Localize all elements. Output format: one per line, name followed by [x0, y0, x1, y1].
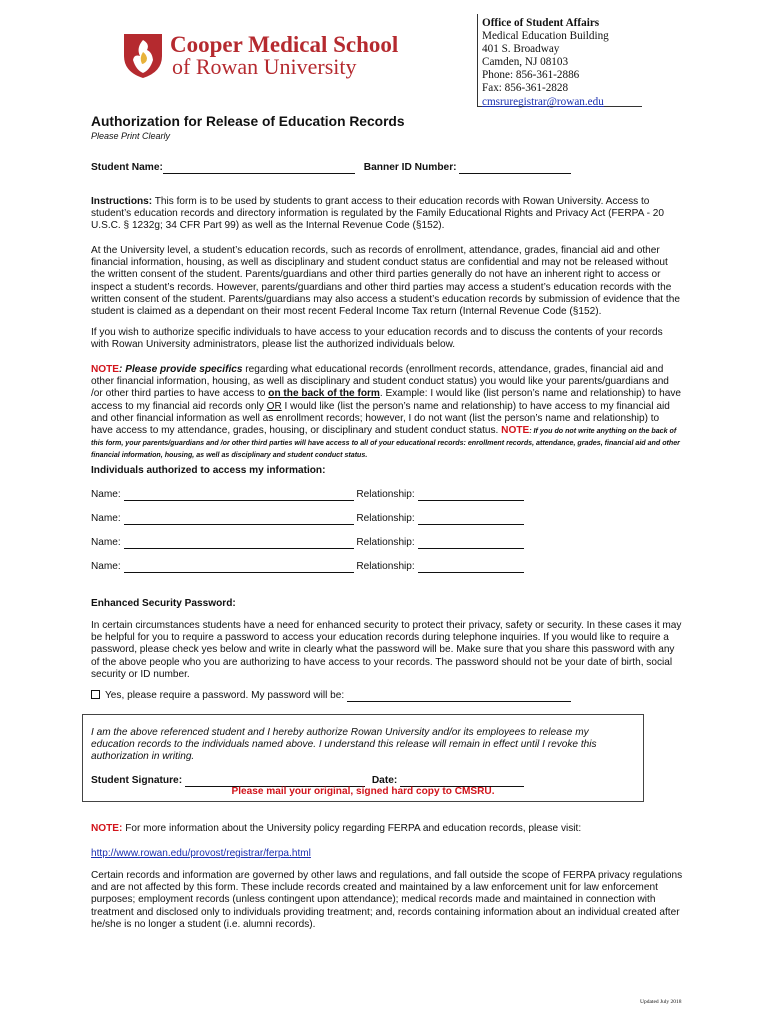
more-info-text: For more information about the University policy regarding FERPA and education records, please visit: — [122, 823, 582, 834]
document-subtitle: Please Print Clearly — [91, 131, 171, 141]
note-paragraph — [91, 364, 683, 462]
individual-row — [91, 561, 524, 573]
name-field[interactable] — [124, 537, 354, 549]
or-emphasis: OR — [266, 400, 282, 412]
password-field[interactable] — [347, 690, 571, 702]
office-line: Camden, NJ 08103 — [482, 56, 569, 69]
note-text: I would like (list the person’s name and relationship) to have access to my financial aid and other financial information as well as enrollment records; however, I do not want (list the person’s name and relationship) to have access to my attendance, grades, housing, or disciplinary and student conduct status. — [91, 400, 670, 437]
individual-row — [91, 489, 524, 501]
banner-id-label: Banner ID Number: — [363, 162, 457, 173]
name-label: Name: — [91, 537, 121, 548]
password-option-label: Yes, please require a password. My password will be: — [105, 690, 345, 701]
authorization-text: I am the above referenced student and I hereby authorize Rowan University and/or its employees to release my education records to the individuals named above. I understand this release will remain in effect until I revoke this authorization in writing. — [91, 727, 597, 763]
mail-notice: Please mail your original, signed hard copy to CMSRU. — [231, 786, 495, 797]
name-label: Name: — [91, 561, 121, 572]
student-name-label: Student Name: — [91, 162, 163, 173]
back-of-form: on the back of the form — [268, 388, 380, 400]
logo-line2: of Rowan University — [172, 54, 357, 79]
security-paragraph: In certain circumstances students have a need for enhanced security to protect their privacy, safety or security. In these cases it may be helpful for you to require a password to access your education records during telephone inquiries. If you would like to require a password, please check yes below and write in clearly what the password will be. Make sure that you share this password with any of the above people who you are authorizing to have access to your records. The password should not be your date of birth, social security or ID number. — [91, 620, 682, 680]
name-label: Name: — [91, 513, 121, 524]
security-heading: Enhanced Security Password: — [91, 598, 236, 609]
name-field[interactable] — [124, 513, 354, 525]
note-small-text: : If you do not write anything on the back of this form, your parents/guardians and /or other third parties will have access to all of your educational records: enrollment records, attendance, grades, financial aid and other financial information, housing, as well as disciplinary and student conduct status. — [91, 427, 680, 460]
ferpa-link-row — [91, 848, 311, 859]
mail-notice-row — [82, 786, 644, 797]
signature-label: Student Signature: — [91, 775, 183, 786]
relationship-label: Relationship: — [356, 513, 415, 524]
office-line: Medical Education Building — [482, 30, 609, 43]
student-name-row — [91, 162, 571, 174]
note-label: NOTE — [91, 364, 120, 375]
instructions-paragraph — [91, 196, 683, 233]
date-label: Date: — [371, 775, 398, 786]
authorize-paragraph: If you wish to authorize specific individuals to have access to your education records and to discuss the contents of your records with Rowan University administrators, please list the authorized individuals below. — [91, 327, 663, 351]
note-label-2: NOTE — [501, 425, 530, 437]
office-fax: Fax: 856-361-2828 — [482, 82, 569, 95]
individual-row — [91, 513, 524, 525]
instructions-label: Instructions: — [91, 196, 153, 207]
note-text: . Example: I would like (list person’s name and relationship) to have access to my financial aid records only — [91, 388, 682, 412]
individual-row — [91, 537, 524, 549]
office-phone: Phone: 856-361-2886 — [482, 69, 580, 82]
updated-date: Updated July 2018 — [640, 999, 682, 1005]
relationship-field[interactable] — [418, 489, 524, 501]
banner-id-field[interactable] — [459, 162, 571, 174]
provide-specifics: : Please provide specifics — [119, 364, 243, 375]
student-name-field[interactable] — [163, 162, 355, 174]
instructions-text: This form is to be used by students to grant access to their education records with Rowan University. Access to student’s education records and directory information is regulated by the Family Educational Rights and Privacy Act (FERPA - 20 U.S.C. § 1232g; 34 CFR Part 99) as well as the Internal Revenue Code (§152). — [91, 196, 665, 232]
name-field[interactable] — [124, 561, 354, 573]
university-paragraph: At the University level, a student’s education records, such as records of enrollment, attendance, grades, financial aid and other financial information, housing, as well as disciplinary and student conduct status are confidential and may not be released without the written consent of the student. Parents/guardians and other third parties generally do not have an inherent right to access or inspect a student’s records. However, parents/guardians and other third parties may access a student’s education records with the written consent of the student. Parents/guardians may also access a student’s education records by submission of evidence that the student is claimed as a dependant on their most recent Federal Income Tax return (Internal Revenue Code (§152). — [91, 245, 680, 318]
note-label-3: NOTE: — [91, 823, 123, 834]
more-info-paragraph — [91, 823, 683, 835]
name-field[interactable] — [124, 489, 354, 501]
office-title: Office of Student Affairs — [482, 17, 600, 29]
relationship-field[interactable] — [418, 537, 524, 549]
name-label: Name: — [91, 489, 121, 500]
relationship-label: Relationship: — [356, 561, 415, 572]
office-email-link[interactable]: cmsruregistrar@rowan.edu — [482, 95, 604, 108]
password-option-row — [91, 690, 571, 702]
logo-line1: Cooper Medical School — [170, 32, 399, 57]
header-divider-vertical — [477, 14, 478, 106]
individuals-heading: Individuals authorized to access my information: — [91, 465, 326, 476]
note-text: regarding what educational records (enrollment records, attendance, grades, financial aid and other financial information, housing, as well as disciplinary and student conduct status) you would like your parents/guardians and /or other third parties to have access to — [91, 364, 669, 400]
relationship-label: Relationship: — [356, 537, 415, 548]
password-checkbox[interactable] — [91, 690, 100, 699]
document-title: Authorization for Release of Education Records — [91, 114, 405, 129]
certain-records-paragraph: Certain records and information are governed by other laws and regulations, and fall outside the scope of FERPA privacy regulations and are not affected by this form. These include records created and maintained by a law enforcement unit for law enforcement purposes; employment records (unless contingent upon attendance); medical records made and maintained in connection with treatment and disclosed only to individuals providing treatment; and, records containing information about an individual created after he/she is no longer a student (i.e. alumni records). — [91, 870, 683, 930]
ferpa-link[interactable]: http://www.rowan.edu/provost/registrar/ferpa.html — [91, 848, 311, 859]
office-line: 401 S. Broadway — [482, 43, 560, 56]
relationship-label: Relationship: — [356, 489, 415, 500]
relationship-field[interactable] — [418, 513, 524, 525]
relationship-field[interactable] — [418, 561, 524, 573]
cmsru-logo — [120, 30, 410, 80]
office-contact-block — [482, 17, 642, 109]
